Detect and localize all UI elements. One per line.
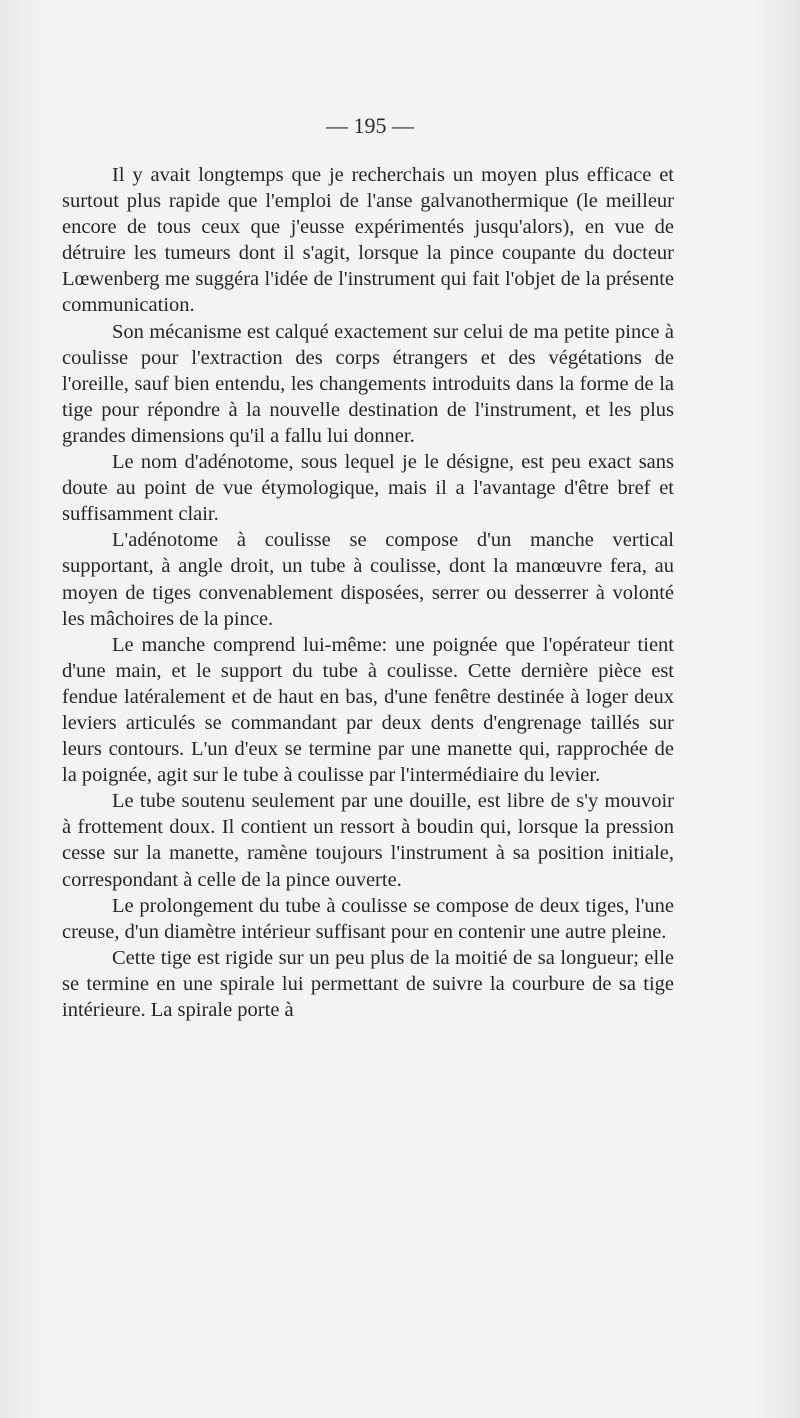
paragraph: Le tube soutenu seulement par une douille, est libre de s'y mouvoir à frottement doux. Il contient un ressort à boudin qui, lorsque la pression cesse sur la manette, ramène toujours l'instrument à sa position initiale, correspondant à celle de la pince ouverte. (62, 790, 674, 891)
paragraph: L'adénotome à coulisse se compose d'un manche vertical supportant, à angle droit, un tube à coulisse, dont la manœuvre fera, au moyen de tiges convenablement disposées, serrer ou desserrer à volonté les mâchoires de la pince. (62, 529, 674, 630)
paragraph: Son mécanisme est calqué exactement sur celui de ma petite pince à coulisse pour l'extraction des corps étrangers et des végétations de l'oreille, sauf bien entendu, les changements introduits dans la forme de la tige pour répondre à la nouvelle destination de l'instrument, et les plus grandes dimensions qu'il a fallu lui donner. (62, 320, 674, 447)
body-text (62, 162, 674, 1023)
paragraph: Il y avait longtemps que je recherchais un moyen plus efficace et surtout plus rapide que l'emploi de l'anse galvanothermique (le meilleur encore de tous ceux que j'eusse expérimentés jusqu'alors), en vue de détruire les tumeurs dont il s'agit, lorsque la pince coupante du docteur Lœwenberg me suggéra l'idée de l'instrument qui fait l'objet de la présente communication. (62, 164, 674, 317)
paragraph: Le prolongement du tube à coulisse se compose de deux tiges, l'une creuse, d'un diamètre intérieur suffisant pour en contenir une autre pleine. (62, 894, 674, 943)
paragraph: Le nom d'adénotome, sous lequel je le désigne, est peu exact sans doute au point de vue étymologique, mais il a l'avantage d'être bref et suffisamment clair. (62, 451, 674, 526)
page-number: — 195 — (326, 113, 414, 138)
paragraph-last: Cette tige est rigide sur un peu plus de la moitié de sa longueur; elle se termine en une spirale lui permettant de suivre la courbure de sa tige intérieure. La spirale porte à (62, 946, 674, 1021)
paragraph: Le manche comprend lui-même: une poignée que l'opérateur tient d'une main, et le support du tube à coulisse. Cette dernière pièce est fendue latéralement et de haut en bas, d'une fenêtre destinée à loger deux leviers articulés se commandant par deux dents d'engrenage taillés sur leurs contours. L'un d'eux se termine par une manette qui, rapprochée de la poignée, agit sur le tube à coulisse par l'intermédiaire du levier. (62, 633, 674, 787)
